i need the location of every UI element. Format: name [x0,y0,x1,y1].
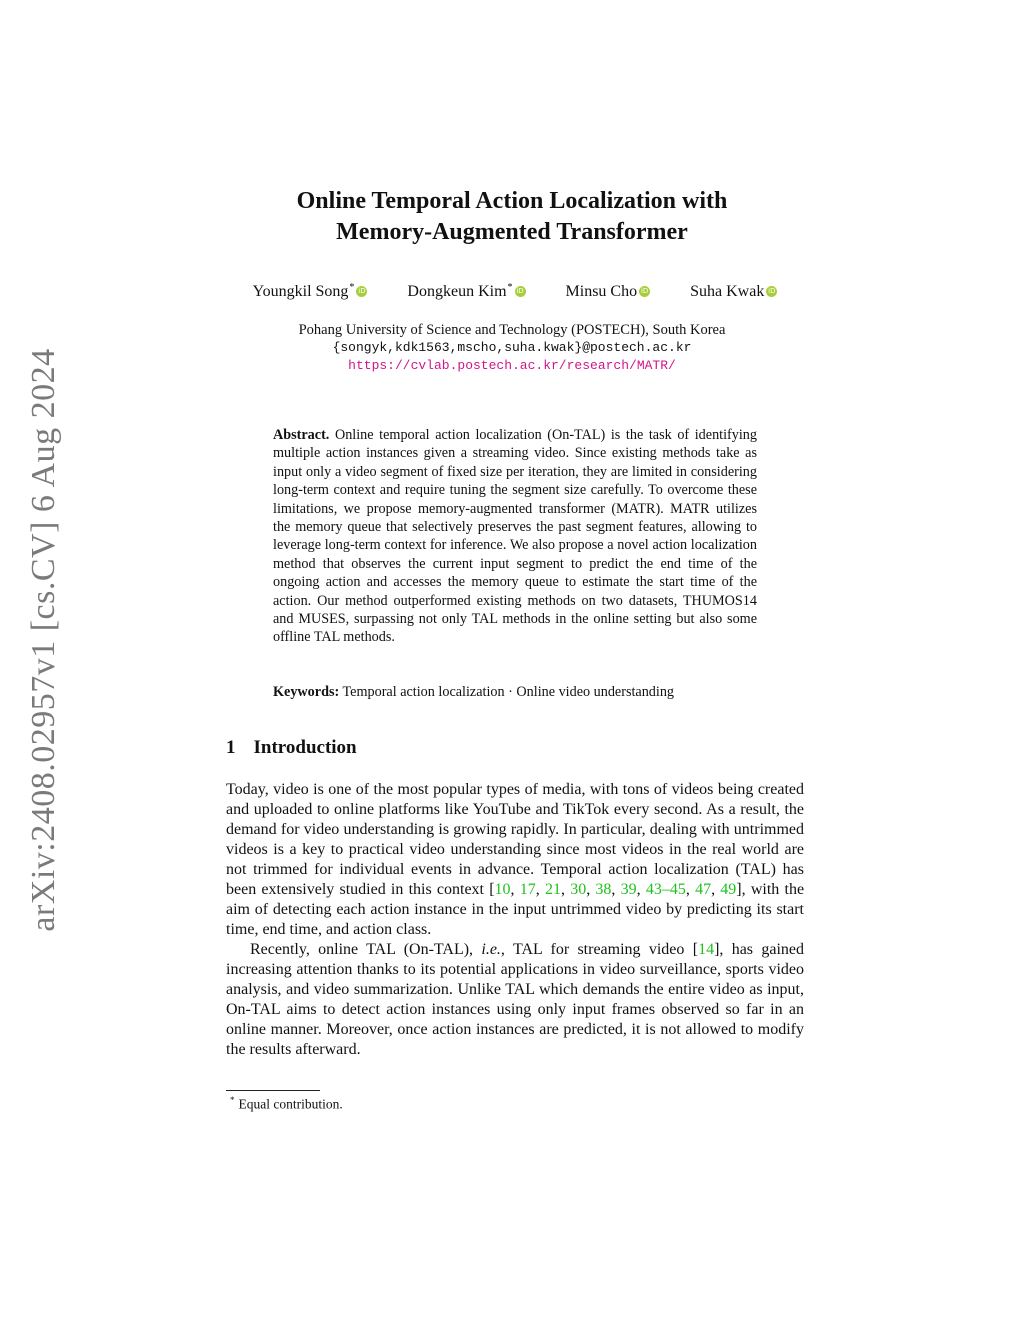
orcid-icon[interactable]: iD [768,287,776,295]
author-2 [407,283,525,301]
author-name: Minsu Cho [565,283,638,300]
author-name: Youngkil Song [252,283,349,300]
citation-link[interactable]: 49 [720,881,737,898]
citation-link[interactable]: 21 [544,881,561,898]
footnote-divider [226,1090,320,1091]
title-line-1: Online Temporal Action Localization with [296,188,728,214]
section-title: Introduction [253,737,357,758]
orcid-icon[interactable]: iD [516,287,524,295]
citation-link[interactable]: 30 [570,881,587,898]
author-name: Suha Kwak [690,283,765,300]
paragraph-2-after: ], has gained increasing attention thanks to its potential applications in video surveillance, sports video analysis, and video summarization. Unlike TAL which demands the entire video as input, On-TAL aims to detect action instances using only input frames observed so far in an online manner. Moreover, once action instances are predicted, it is not allowed to modify the results afterward. [226,941,804,1058]
introduction-body [226,780,804,1060]
citation-link[interactable]: 38 [595,881,612,898]
email-list: {songyk,kdk1563,mscho,suha.kwak}@postech.ac.kr [332,340,692,355]
author-3 [566,283,651,301]
citation-link[interactable]: 43–45 [645,881,686,898]
affiliation-block [0,321,1024,375]
equal-contribution-mark: * [349,282,355,293]
orcid-icon[interactable]: iD [358,287,366,295]
author-list [226,283,804,301]
project-url-link[interactable]: https://cvlab.postech.ac.kr/research/MATR/ [348,358,676,373]
footnote-mark: * [230,1095,235,1105]
keywords-label: Keywords: [273,684,340,700]
footnote [230,1095,343,1113]
citation-link[interactable]: 47 [695,881,712,898]
orcid-icon[interactable]: iD [640,287,649,295]
paragraph-1: Today, video is one of the most popular types of media, with tons of videos being created and uploaded to online platforms like YouTube and TikTok every second. As a result, the demand for video understanding is growing rapidly. In particular, dealing with untrimmed videos is a key to practical video understanding since most videos in the real world are not trimmed for individual events in advance. Temporal action localization (TAL) has been extensively studied in this context [10, 17, 21, 30, 38, 39, 43–45, 47, 49], with the aim of detecting each action instance in the input untrimmed video by predicting its start time, end time, and action class. [226,781,805,938]
author-4 [690,283,777,301]
paragraph-2-before: Recently, online TAL (On-TAL), [250,941,482,958]
abstract-text: Online temporal action localization (On-TAL) is the task of identifying multiple action instances given a streaming video. Since existing methods take as input only a video segment of fixed size per iteration, they are limited in considering long-term context and require tuning the segment size carefully. To overcome these limitations, we propose memory-augmented transformer (MATR). MATR utilizes the memory queue that selectively preserves the past segment features, allowing to leverage long-term context for inference. We also propose a novel action localization method that observes the current input segment to predict the end time of the ongoing action and accesses the memory queue to estimate the start time of the action. Our method outperformed existing methods on two datasets, THUMOS14 and MUSES, surpassing not only TAL methods in the online setting but also some offline TAL methods. [273,427,757,646]
citation-link[interactable]: 10 [494,881,511,898]
paper-title [0,186,1024,248]
citation-link[interactable]: 14 [698,941,715,958]
arxiv-identifier: arXiv:2408.02957v1 [cs.CV] 6 Aug 2024 [25,348,62,932]
author-1 [253,283,368,301]
equal-contribution-mark: * [507,282,513,293]
author-name: Dongkeun Kim [407,283,507,300]
keywords-text: Temporal action localization · Online video understanding [342,684,675,700]
ie-abbreviation: i.e. [481,941,501,958]
keywords [273,683,757,701]
abstract-label: Abstract. [273,427,330,443]
section-number: 1 [226,737,236,758]
abstract [273,426,757,647]
citation-link[interactable]: 17 [519,881,536,898]
paragraph-1-after: ], with the aim of detecting each action instance in the input untrimmed video by predicting its start time, end time, and action class. [226,881,805,938]
institution: Pohang University of Science and Technology (POSTECH), South Korea [298,322,726,338]
footnote-text: Equal contribution. [238,1096,343,1112]
title-line-2: Memory-Augmented Transformer [336,219,688,245]
paragraph-1-before: Today, video is one of the most popular types of media, with tons of videos being created and uploaded to online platforms like YouTube and TikTok every second. As a result, the demand for video understanding is growing rapidly. In particular, dealing with untrimmed videos is a key to practical video understanding since most videos in the real world are not trimmed for individual events in advance. Temporal action localization (TAL) has been extensively studied in this context [ [226,781,804,898]
paragraph-2 [226,940,804,1060]
section-heading-introduction [226,737,357,759]
citation-link[interactable]: 39 [620,881,637,898]
paragraph-2-middle: , TAL for streaming video [ [500,941,699,958]
